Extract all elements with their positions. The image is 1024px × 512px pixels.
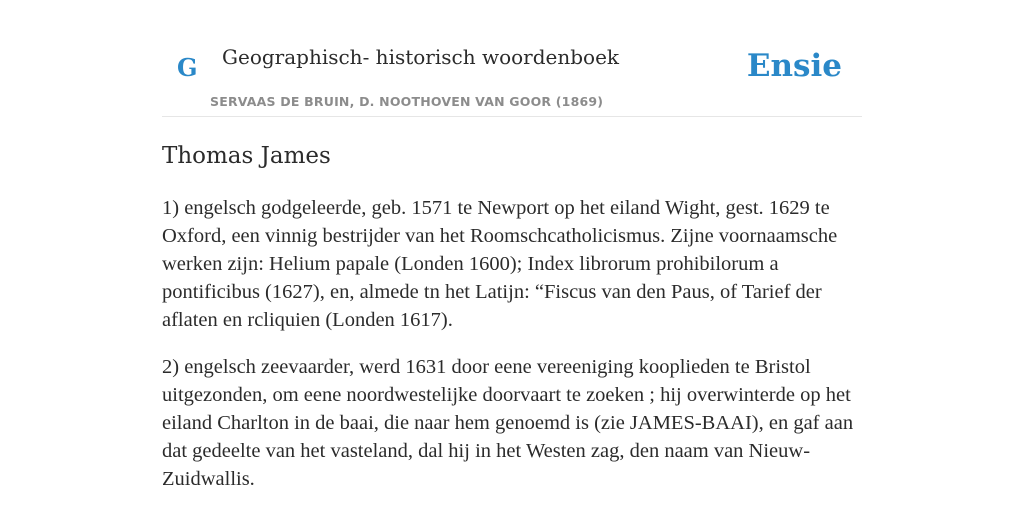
page-content bbox=[162, 0, 862, 493]
entry-title: Thomas James bbox=[162, 143, 331, 169]
book-title[interactable]: Geographisch- historisch woordenboek bbox=[222, 45, 620, 69]
entry-paragraph: 2) engelsch zeevaarder, werd 1631 door eene vereeniging kooplieden te Bristol uitgezonden, om eene noordwestelijke doorvaart te zoeken ; hij overwinterde op het eiland Charlton in de baai, die naar hem genoemd is (zie JAMES-BAAI), en gaf aan dat gedeelte van het vasteland, dal hij in het Westen zag, den naam van Nieuw-Zuidwallis. bbox=[162, 355, 854, 490]
entry-paragraph: 1) engelsch godgeleerde, geb. 1571 te Newport op het eiland Wight, gest. 1629 te Oxford, een vinnig bestrijder van het Roomschcatholicismus. Zijne voornaamsche werken zijn: Helium papale (Londen 1600); Index librorum prohibilorum a pontificibus (1627), en, almede tn het Latijn: “Fiscus van den Paus, of Tarief der aflaten en rcliquien (Londen 1617). bbox=[162, 196, 838, 331]
book-authors: SERVAAS DE BRUIN, D. NOOTHOVEN VAN GOOR (1869) bbox=[210, 94, 604, 109]
brand-logo[interactable]: Ensie bbox=[746, 48, 842, 84]
book-logo[interactable]: G bbox=[177, 53, 198, 82]
header bbox=[162, 0, 862, 117]
